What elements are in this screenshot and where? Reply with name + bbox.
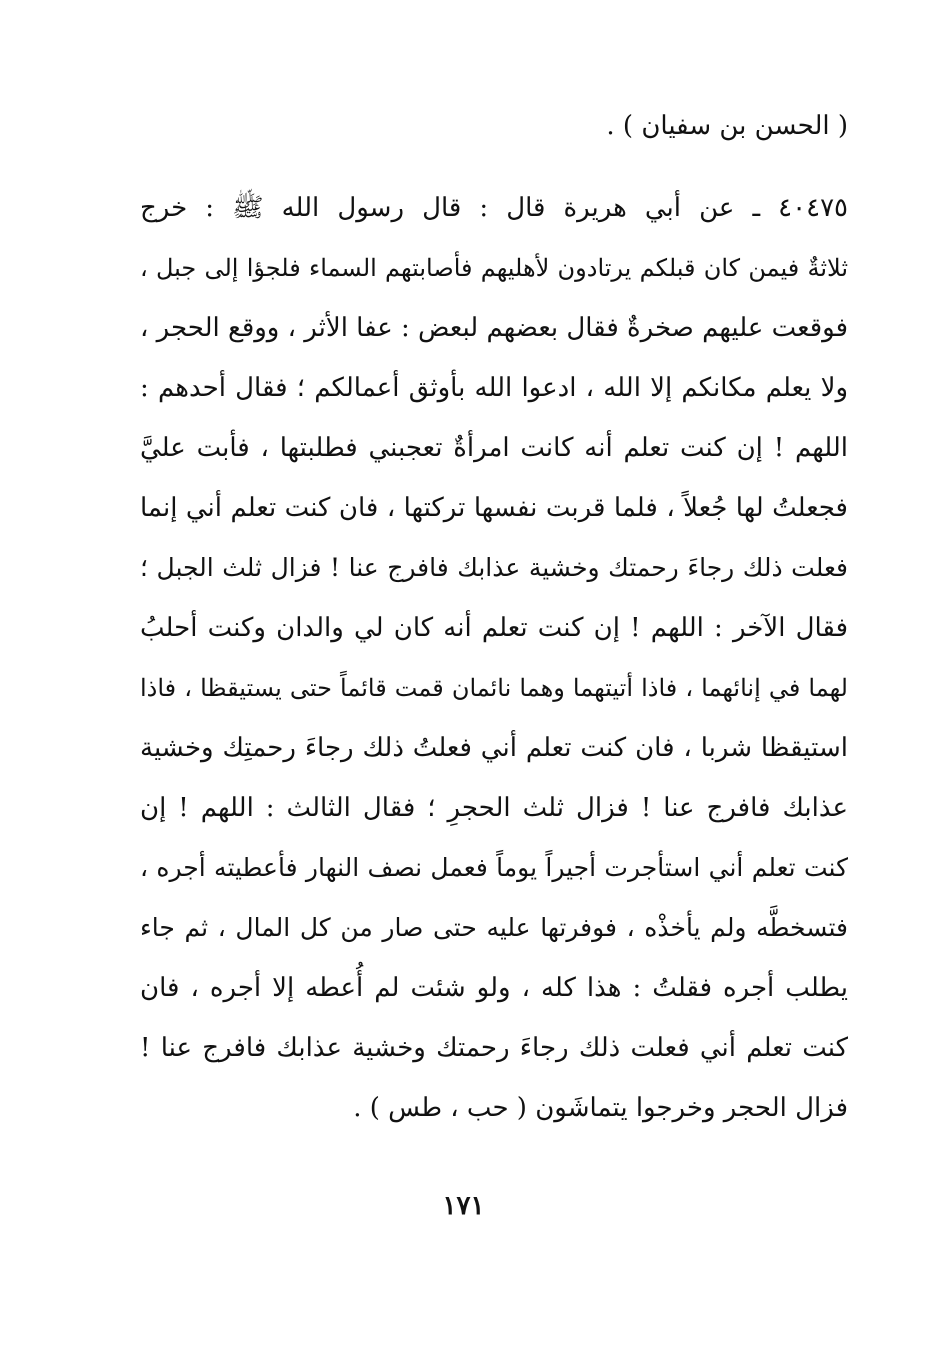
text-line: فجعلتُ لها جُعلاً ، فلما قربت نفسها تركتها ، فان كنت تعلم أني إنما [140, 493, 848, 523]
text-line: فوقعت عليهم صخرةٌ فقال بعضهم لبعض : عفا الأثر ، ووقع الحجر ، [140, 313, 848, 343]
text-line: فقال الآخر : اللهم ! إن كنت تعلم أنه كان لي والدان وكنت أحلبُ [140, 613, 848, 643]
text-line: يطلب أجره فقلتُ : هذا كله ، ولو شئت لم أُعطه إلا أجره ، فان [140, 973, 848, 1003]
page-number: ١٧١ [442, 1191, 485, 1221]
text-line: استيقظا شربا ، فان كنت تعلم أني فعلتُ ذلك رجاءَ رحمتِك وخشية [140, 733, 848, 763]
text-line: اللهم ! إن كنت تعلم أنه كانت امرأةٌ تعجبني فطلبتها ، فأبت عليَّ [140, 433, 848, 463]
text-line: ثلاثةٌ فيمن كان قبلكم يرتادون لأهليهم فأصابتهم السماء فلجؤا إلى جبل ، [140, 254, 848, 282]
text-line: عذابك فافرج عنا ! فزال ثلث الحجرِ ؛ فقال الثالث : اللهم ! إن [140, 793, 848, 823]
text-line: فعلت ذلك رجاءَ رحمتك وخشية عذابك فافرج عنا ! فزال ثلث الجبل ؛ [140, 553, 848, 582]
text-line: لهما في إنائهما ، فاذا أتيتهما وهما نائمان قمت قائماً حتى يستيقظا ، فاذا [140, 674, 848, 702]
closing-citation-line: فزال الحجر وخرجوا يتماشَون ( حب ، طس ) . [353, 1093, 848, 1123]
hadith-number-line: ٤٠٤٧٥ ـ عن أبي هريرة قال : قال رسول الله ﷺ : خرج [140, 193, 848, 223]
text-line: ولا يعلم مكانكم إلا الله ، ادعوا الله بأوثق أعمالكم ؛ فقال أحدهم : [140, 373, 848, 403]
text-line: فتسخطَّه ولم يأخذْه ، فوفرتها عليه حتى صار من كل المال ، ثم جاء [140, 913, 848, 942]
text-line: كنت تعلم أني استأجرت أجيراً يوماً فعمل نصف النهار فأعطيته أجره ، [140, 853, 848, 882]
text-line: كنت تعلم أني فعلت ذلك رجاءَ رحمتك وخشية عذابك فافرج عنا ! [140, 1033, 848, 1063]
source-citation-line: ( الحسن بن سفيان ) . [606, 111, 848, 141]
